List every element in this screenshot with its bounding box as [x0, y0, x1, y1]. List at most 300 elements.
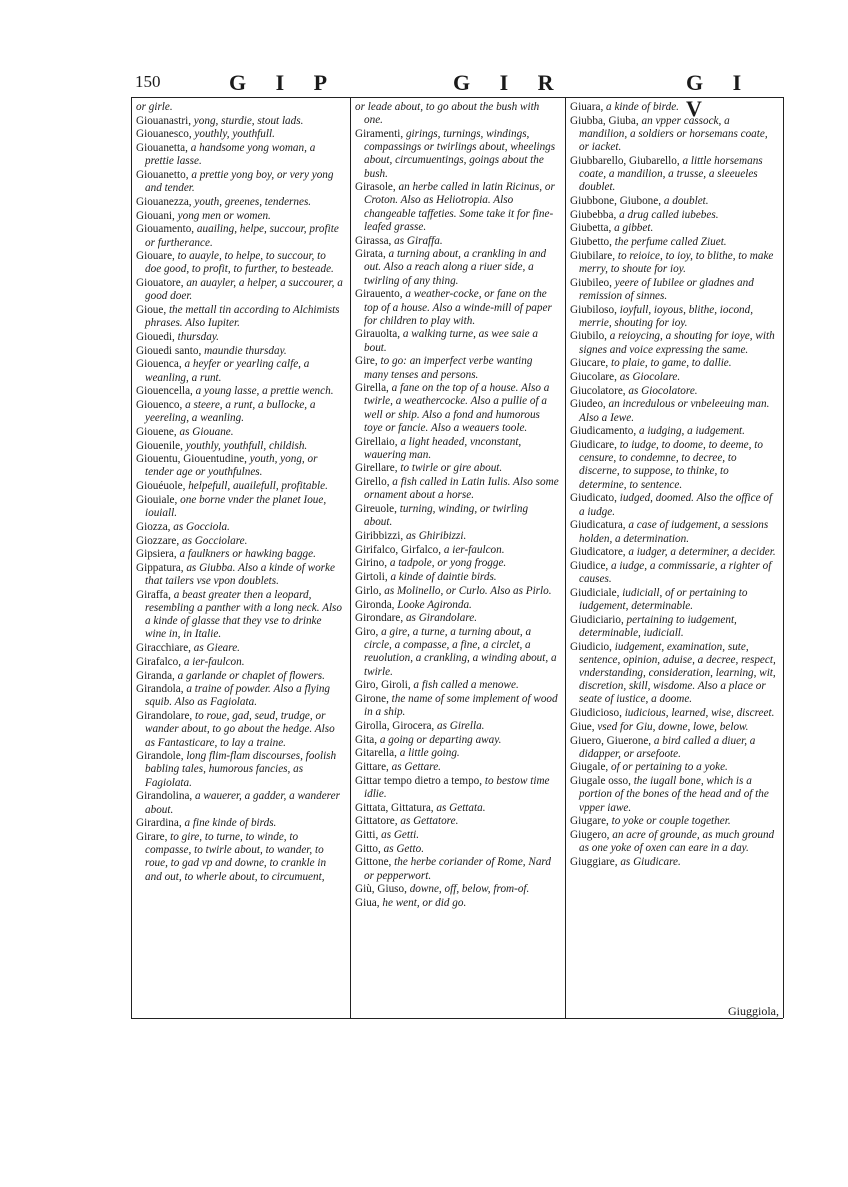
entry-definition: a little horsemans coate, a mandilion, a trusse, a sleeueles doublet. [579, 154, 763, 194]
dictionary-entry [570, 425, 776, 438]
entry-definition: a gire, a turne, a turning about, a circle, a compasse, a fine, a circlet, a reuolution, a crankling, a winding about, a twirle. [364, 625, 557, 678]
dictionary-entry [570, 856, 776, 869]
entry-headword: Giuara, [570, 101, 604, 113]
entry-headword: Giouedi santo, [136, 344, 202, 357]
entry-headword: Gippatura, [136, 561, 184, 574]
entry-definition: as Giraffa. [394, 234, 443, 247]
dictionary-entry [136, 142, 344, 168]
entry-headword: Giubetto, [570, 236, 612, 249]
entry-definition: iudgement, examination, sute, sentence, opinion, aduise, a decree, respect, vnderstanding, consideration, learning, wit, discretion, skill, wisdome. Also a place or seate of iustice, a doome. [579, 640, 776, 706]
entry-headword: Gitti, [355, 828, 379, 841]
dictionary-entry [355, 802, 559, 815]
entry-definition: an incredulous or vnbeleeuing man. Also a Iewe. [579, 398, 770, 424]
entry-definition: a kinde of daintie birds. [390, 571, 497, 584]
entry-definition: an herbe called in latin Ricinus, or Croton. Also as Heliotropia. Also changeable taffeties. Some take it for fine-leafed grasse. [364, 181, 555, 233]
dictionary-page [131, 70, 785, 1020]
entry-headword: Giouanesco, [136, 128, 192, 141]
entry-definition: an vpper cassock, a mandilion, a soldiers or horsemans coate, or iacket. [579, 114, 768, 154]
dictionary-entry [355, 599, 559, 612]
entry-definition: the name of some implement of wood in a ship. [364, 692, 558, 719]
entry-definition: yeere of Iubilee or gladnes and remission of sinnes. [579, 276, 754, 302]
entry-definition: pertaining to iudgement, determinable, iudiciall. [579, 613, 737, 639]
dictionary-entry [355, 557, 559, 570]
entry-definition: as Giudicare. [620, 855, 681, 868]
dictionary-entry [136, 440, 344, 453]
entry-definition: a tadpole, or yong frogge. [389, 557, 507, 570]
dictionary-entry [355, 897, 559, 910]
entry-definition: a ier-faulcon. [443, 543, 505, 556]
entry-headword: Giouéuole, [136, 480, 186, 493]
entry-definition: to gire, to turne, to winde, to compasse, to twirle about, to wander, to roue, to gad vp and downe, to crankle in and out, to wherle about, to circumuent, [145, 830, 327, 883]
entry-headword: Giro, Giroli, [355, 679, 411, 692]
dictionary-entry [355, 128, 559, 181]
entry-definition: as Gettata. [436, 801, 486, 814]
entry-definition: yong, sturdie, stout lads. [193, 114, 304, 127]
entry-definition: to auayle, to helpe, to succour, to doe good, to profit, to further, to besteade. [145, 250, 334, 276]
entry-headword: Giouenile, [136, 439, 183, 452]
entry-headword: Gittare, [355, 760, 389, 773]
entry-definition: to roue, gad, seud, trudge, or wander about, to go about the hedge. Also as Fantasticare, to lay a traine. [145, 710, 335, 749]
entry-definition: he went, or did go. [382, 896, 467, 909]
entry-headword: Giouanetto, [136, 169, 189, 182]
entry-headword: Gipsiera, [136, 548, 177, 561]
entry-definition: yong men or women. [177, 209, 271, 222]
entry-definition: a steere, a runt, a bullocke, a yeereling, a weanling. [145, 398, 316, 425]
entry-definition: as Getti. [381, 828, 420, 841]
entry-headword: Girlo, [355, 584, 382, 597]
dictionary-entry [355, 734, 559, 747]
entry-definition: ioyfull, ioyous, blithe, iocond, merrie, shouting for ioy. [579, 303, 754, 329]
entry-headword: Giudicare, [570, 439, 617, 452]
dictionary-entry [570, 775, 776, 815]
dictionary-entry [570, 815, 776, 828]
entry-definition: a iudging, a iudgement. [638, 425, 745, 438]
entry-headword: Giramenti, [355, 127, 404, 140]
entry-definition: a little going. [399, 747, 460, 760]
entry-headword: Gittatore, [355, 815, 398, 828]
column-head-right: G I V [686, 70, 754, 121]
dictionary-entry [355, 612, 559, 625]
dictionary-entry [355, 815, 559, 828]
entry-headword: Giouanastri, [136, 114, 191, 127]
dictionary-entry [136, 223, 344, 249]
dictionary-entry [136, 115, 344, 128]
dictionary-entry [570, 236, 776, 249]
entry-definition: a iudge, a commissarie, a righter of causes. [579, 559, 772, 586]
entry-headword: Giucare, [570, 357, 609, 370]
entry-headword: Giugale osso, [570, 775, 631, 788]
dictionary-entry [570, 155, 776, 195]
column-middle [355, 101, 559, 911]
entry-headword: Girellare, [355, 462, 398, 475]
dictionary-entry [136, 750, 344, 790]
entry-definition: a fish called in Latin Iulis. Also some ornament about a horse. [364, 476, 559, 502]
entry-headword: Gireuole, [355, 503, 397, 516]
entry-headword: Giuggiare, [570, 855, 618, 868]
entry-definition: as Gocciolare. [181, 534, 248, 547]
entry-definition: to yoke or couple together. [611, 815, 731, 828]
dictionary-entry [355, 571, 559, 584]
entry-definition: the iugall bone, which is a portion of the bones of the head and of the vpper iawe. [579, 775, 769, 814]
dictionary-entry [570, 707, 776, 720]
entry-headword: Giugale, [570, 761, 609, 774]
entry-definition: a gibbet. [614, 222, 654, 235]
entry-definition: as Giubba. Also a kinde of worke that tailers vse vpon doublets. [145, 561, 335, 588]
entry-headword: Giudice, [570, 559, 609, 572]
dictionary-entry [136, 494, 344, 520]
entry-headword: Girellaio, [355, 435, 398, 448]
dictionary-entry [570, 492, 776, 518]
dictionary-entry [570, 209, 776, 222]
entry-headword: Girandole, [136, 750, 184, 763]
dictionary-entry [136, 331, 344, 344]
entry-definition: or girle. [136, 101, 173, 113]
column-rule [131, 97, 132, 1018]
dictionary-entry [570, 330, 776, 356]
dictionary-entry [570, 641, 776, 707]
entry-headword: Girauento, [355, 288, 403, 301]
entry-headword: Gita, [355, 733, 378, 746]
dictionary-entry [136, 642, 344, 655]
dictionary-entry [355, 476, 559, 502]
entry-definition: a turning about, a crankling in and out. Also a reach along a riuer side, a twirling of any thing. [364, 248, 547, 287]
dictionary-entry [570, 519, 776, 545]
entry-definition: to iudge, to doome, to deeme, to censure, to condemne, to decree, to discerne, to suppose, to thinke, to determine, to sentence. [579, 439, 763, 491]
dictionary-entry [570, 304, 776, 330]
dictionary-entry [355, 355, 559, 381]
entry-headword: Giubbone, Giubone, [570, 194, 662, 207]
entry-headword: Gire, [355, 355, 378, 368]
entry-headword: Giouentu, Giouentudine, [136, 453, 247, 466]
entry-definition: a drug called iubebes. [619, 208, 719, 221]
entry-headword: Giouanetta, [136, 142, 188, 155]
entry-headword: Giouenco, [136, 398, 183, 411]
column-head-left: G I P [229, 70, 340, 95]
dictionary-entry [136, 385, 344, 398]
entry-definition: as Giouane. [179, 425, 234, 438]
entry-definition: as Gieare. [193, 642, 240, 655]
dictionary-entry [136, 683, 344, 709]
entry-headword: Giouatore, [136, 277, 184, 290]
entry-headword: Giranda, [136, 669, 175, 682]
dictionary-entry [136, 426, 344, 439]
dictionary-entry [136, 304, 344, 330]
dictionary-entry [570, 735, 776, 761]
entry-headword: Giudiciale, [570, 586, 620, 599]
page-number: 150 [135, 72, 161, 91]
dictionary-entry [570, 250, 776, 276]
dictionary-entry [136, 562, 344, 588]
entry-headword: Girone, [355, 692, 389, 705]
entry-definition: thursday. [177, 330, 219, 343]
entry-headword: Giudicato, [570, 492, 617, 505]
dictionary-entry [355, 462, 559, 475]
entry-definition: a traine of powder. Also a flying squib. Also as Fagiolata. [145, 683, 331, 709]
entry-headword: Giudicio, [570, 640, 612, 653]
entry-definition: the herbe coriander of Rome, Nard or pepperwort. [364, 856, 551, 882]
dictionary-entry [136, 196, 344, 209]
entry-headword: Giouani, [136, 209, 175, 222]
dictionary-entry [355, 747, 559, 760]
entry-headword: Giozzare, [136, 534, 180, 547]
entry-definition: a handsome yong woman, a prettie lasse. [145, 142, 316, 168]
dictionary-entry [355, 235, 559, 248]
entry-definition: helpefull, auailefull, profitable. [188, 480, 328, 493]
dictionary-entry [570, 761, 776, 774]
dictionary-entry [355, 530, 559, 543]
entry-headword: Girafalco, [136, 655, 182, 668]
catchword: Giuggiola, [728, 1004, 779, 1018]
dictionary-entry [136, 670, 344, 683]
entry-headword: Giudicioso, [570, 707, 622, 720]
entry-headword: Girasole, [355, 181, 396, 194]
entry-definition: a light headed, vnconstant, wauering man. [364, 435, 522, 461]
entry-headword: Girandolare, [136, 710, 193, 723]
column-rule [565, 97, 566, 1018]
entry-definition: a beast greater then a leopard, resembling a panther with a long neck. Also a kinde of glasse that they vse to drinke wine in, in Italie. [145, 588, 343, 641]
dictionary-entry [570, 385, 776, 398]
entry-definition: a bird called a diuer, a didapper, or arsefoote. [579, 734, 756, 760]
entry-definition: as Ghiribizzi. [405, 530, 467, 542]
entry-headword: Girauolta, [355, 328, 401, 341]
entry-headword: Giucolatore, [570, 384, 626, 397]
entry-definition: a fine kinde of birds. [184, 817, 277, 830]
entry-definition: as Molinello, or Curlo. Also as Pirlo. [384, 584, 552, 597]
dictionary-entry [570, 398, 776, 424]
dictionary-entry [355, 436, 559, 462]
dictionary-entry [355, 829, 559, 842]
dictionary-entry [355, 503, 559, 529]
dictionary-entry [355, 761, 559, 774]
dictionary-entry [570, 829, 776, 855]
entry-definition: a faulkners or hawking bagge. [179, 548, 316, 561]
dictionary-entry [570, 115, 776, 155]
entry-definition: youthly, youthfull, childish. [185, 439, 308, 452]
entry-headword: Girtoli, [355, 571, 388, 584]
dictionary-entry [355, 181, 559, 234]
entry-headword: Giraffa, [136, 588, 171, 601]
entry-headword: Girifalco, Girfalco, [355, 543, 442, 556]
entry-headword: Giozza, [136, 520, 171, 533]
entry-headword: Girassa, [355, 234, 392, 247]
dictionary-entry [355, 679, 559, 692]
entry-headword: Giù, Giuso, [355, 883, 407, 896]
entry-definition: to reioice, to ioy, to blithe, to make merry, to shoute for ioy. [579, 249, 774, 275]
entry-headword: Gittar tempo dietro a tempo, [355, 774, 483, 787]
entry-headword: Giouenca, [136, 358, 182, 371]
entry-headword: Giro, [355, 625, 379, 638]
entry-headword: Giouare, [136, 250, 175, 263]
entry-definition: to go: an imperfect verbe wanting many tenses and persons. [364, 355, 533, 381]
entry-definition: a iudger, a determiner, a decider. [628, 546, 776, 559]
entry-definition: a going or departing away. [379, 733, 502, 746]
dictionary-entry [570, 222, 776, 235]
entry-definition: a garlande or chaplet of flowers. [177, 669, 325, 682]
entry-definition: a doublet. [663, 194, 709, 207]
dictionary-entry [136, 548, 344, 561]
dictionary-entry [570, 560, 776, 586]
entry-headword: Giubbarello, Giubarello, [570, 154, 680, 167]
entry-headword: Giue, [570, 720, 595, 733]
entry-definition: the mettall tin according to Alchimists phrases. Also Iupiter. [145, 304, 340, 330]
dictionary-entry [355, 843, 559, 856]
entry-definition: youth, yong, or tender age or youthfulnes. [145, 453, 318, 479]
entry-headword: Girolla, Girocera, [355, 719, 435, 732]
dictionary-entry [136, 345, 344, 358]
dictionary-entry [136, 831, 344, 884]
footer-rule [131, 1018, 783, 1019]
column-rule [350, 97, 351, 1018]
entry-definition: maundie thursday. [204, 344, 287, 357]
entry-headword: Giouanezza, [136, 195, 192, 208]
entry-headword: Gitto, [355, 842, 381, 855]
entry-headword: Giubilo, [570, 330, 607, 343]
entry-definition: a weather-cocke, or fane on the top of a house. Also a winde-mill of paper for children to play with. [364, 288, 552, 327]
entry-headword: Giuero, Giuerone, [570, 734, 652, 747]
dictionary-entry [355, 775, 559, 801]
entry-headword: Giugero, [570, 828, 610, 841]
entry-headword: Girella, [355, 382, 389, 395]
dictionary-entry [136, 128, 344, 141]
entry-definition: one borne vnder the planet Ioue, iouiall. [145, 493, 327, 520]
entry-definition: a prettie yong boy, or very yong and tender. [145, 169, 334, 195]
dictionary-entry [355, 382, 559, 435]
dictionary-entry [570, 439, 776, 492]
dictionary-entry [136, 210, 344, 223]
entry-definition: or leade about, to go about the bush with one. [355, 101, 540, 127]
dictionary-entry [136, 169, 344, 195]
entry-definition: girings, turnings, windings, compassings or twirlings about, wheelings about, circumuentings, goings about the bush. [364, 127, 556, 180]
entry-headword: Girello, [355, 476, 390, 489]
column-left [136, 101, 344, 884]
dictionary-entry [136, 358, 344, 384]
dictionary-entry [136, 589, 344, 642]
dictionary-entry [136, 399, 344, 425]
column-rule [783, 97, 784, 1018]
entry-definition: Looke Agironda. [397, 598, 472, 611]
entry-definition: a fane on the top of a house. Also a twirle, a weathercocke. Also a pullie of a well or ship. Also a fond and humorous toye or fancie. Also a weauers toole. [364, 382, 550, 434]
dictionary-entry [355, 328, 559, 354]
entry-definition: a heyfer or yearling calfe, a weanling, a runt. [145, 358, 310, 384]
entry-definition: vsed for Giu, downe, lowe, below. [597, 720, 749, 733]
dictionary-entry [136, 817, 344, 830]
dictionary-entry [355, 585, 559, 598]
entry-definition: long flim-flam discourses, foolish babling tales, humorous fancies, as Fagiolata. [145, 750, 337, 789]
dictionary-entry [355, 544, 559, 557]
dictionary-entry [136, 101, 344, 114]
entry-definition: to plaie, to game, to dallie. [611, 357, 732, 370]
entry-headword: Girandolina, [136, 790, 193, 803]
entry-headword: Giracchiare, [136, 642, 191, 655]
dictionary-entry [570, 101, 776, 114]
entry-headword: Giribbizzi, [355, 530, 404, 542]
dictionary-entry [136, 453, 344, 479]
dictionary-entry [136, 656, 344, 669]
entry-headword: Girino, [355, 557, 388, 570]
entry-headword: Giua, [355, 896, 380, 909]
entry-definition: downe, off, below, from-of. [409, 883, 530, 896]
entry-headword: Giouedi, [136, 330, 175, 343]
entry-definition: auailing, helpe, succour, profite or furtherance. [145, 223, 339, 249]
dictionary-entry [570, 721, 776, 734]
dictionary-entry [136, 277, 344, 303]
entry-headword: Girata, [355, 248, 386, 261]
entry-definition: a ier-faulcon. [183, 655, 245, 668]
header-rule [131, 97, 783, 98]
entry-headword: Giubebba, [570, 208, 617, 221]
entry-definition: as Getto. [383, 842, 424, 855]
dictionary-entry [136, 710, 344, 750]
entry-headword: Giubiloso, [570, 303, 617, 316]
entry-headword: Giubetta, [570, 222, 612, 235]
dictionary-entry [136, 250, 344, 276]
entry-headword: Gironda, [355, 598, 395, 611]
entry-definition: iudged, doomed. Also the office of a iudge. [579, 492, 773, 518]
dictionary-entry [570, 546, 776, 559]
entry-headword: Giudicatura, [570, 519, 626, 532]
dictionary-entry [136, 480, 344, 493]
dictionary-entry [136, 790, 344, 816]
entry-definition: as Giocolare. [619, 371, 681, 384]
entry-headword: Girandola, [136, 683, 184, 696]
entry-definition: an acre of grounde, as much ground as one yoke of oxen can eare in a day. [579, 828, 775, 855]
dictionary-entry [136, 535, 344, 548]
entry-definition: as Giocolatore. [628, 384, 698, 397]
dictionary-entry [355, 720, 559, 733]
dictionary-entry [355, 693, 559, 719]
entry-definition: a kinde of birde. [606, 101, 679, 113]
entry-headword: Giubilare, [570, 249, 616, 262]
entry-headword: Giouencella, [136, 385, 193, 398]
entry-headword: Giugare, [570, 815, 609, 828]
entry-headword: Girondare, [355, 612, 404, 625]
entry-headword: Giudeo, [570, 398, 606, 411]
dictionary-entry [355, 248, 559, 288]
entry-headword: Gittone, [355, 856, 392, 869]
entry-definition: to twirle or gire about. [400, 462, 503, 475]
entry-headword: Girare, [136, 830, 168, 843]
dictionary-entry [355, 856, 559, 882]
dictionary-entry [570, 277, 776, 303]
entry-definition: a young lasse, a prettie wench. [195, 385, 334, 398]
entry-definition: the perfume called Ziuet. [614, 236, 727, 249]
entry-definition: youth, greenes, tendernes. [194, 195, 312, 208]
entry-definition: iudicious, learned, wise, discreet. [624, 707, 775, 720]
entry-headword: Giudicatore, [570, 546, 626, 559]
dictionary-entry [355, 626, 559, 679]
entry-definition: of or pertaining to a yoke. [611, 761, 728, 774]
entry-headword: Giubileo, [570, 276, 612, 289]
entry-definition: iudiciall, of or pertaining to iudgement, determinable. [579, 586, 748, 613]
entry-headword: Gittata, Gittatura, [355, 801, 434, 814]
entry-definition: a walking turne, as wee saie a bout. [364, 328, 539, 354]
column-right [570, 101, 776, 870]
entry-definition: as Girella. [437, 719, 485, 732]
entry-headword: Girardina, [136, 817, 182, 830]
entry-definition: as Girandolare. [405, 612, 478, 625]
entry-headword: Giouamento, [136, 223, 195, 236]
dictionary-entry [355, 288, 559, 328]
entry-definition: as Gettatore. [400, 815, 459, 828]
entry-definition: youthly, youthfull. [194, 128, 275, 141]
entry-headword: Giucolare, [570, 371, 617, 384]
dictionary-entry [570, 587, 776, 613]
entry-definition: a reioycing, a shouting for ioye, with signes and voice expressing the same. [579, 330, 775, 356]
entry-headword: Giubba, Giuba, [570, 114, 639, 127]
entry-definition: to bestow time idlie. [364, 774, 550, 800]
column-head-middle: G I R [453, 70, 566, 95]
dictionary-entry [570, 195, 776, 208]
